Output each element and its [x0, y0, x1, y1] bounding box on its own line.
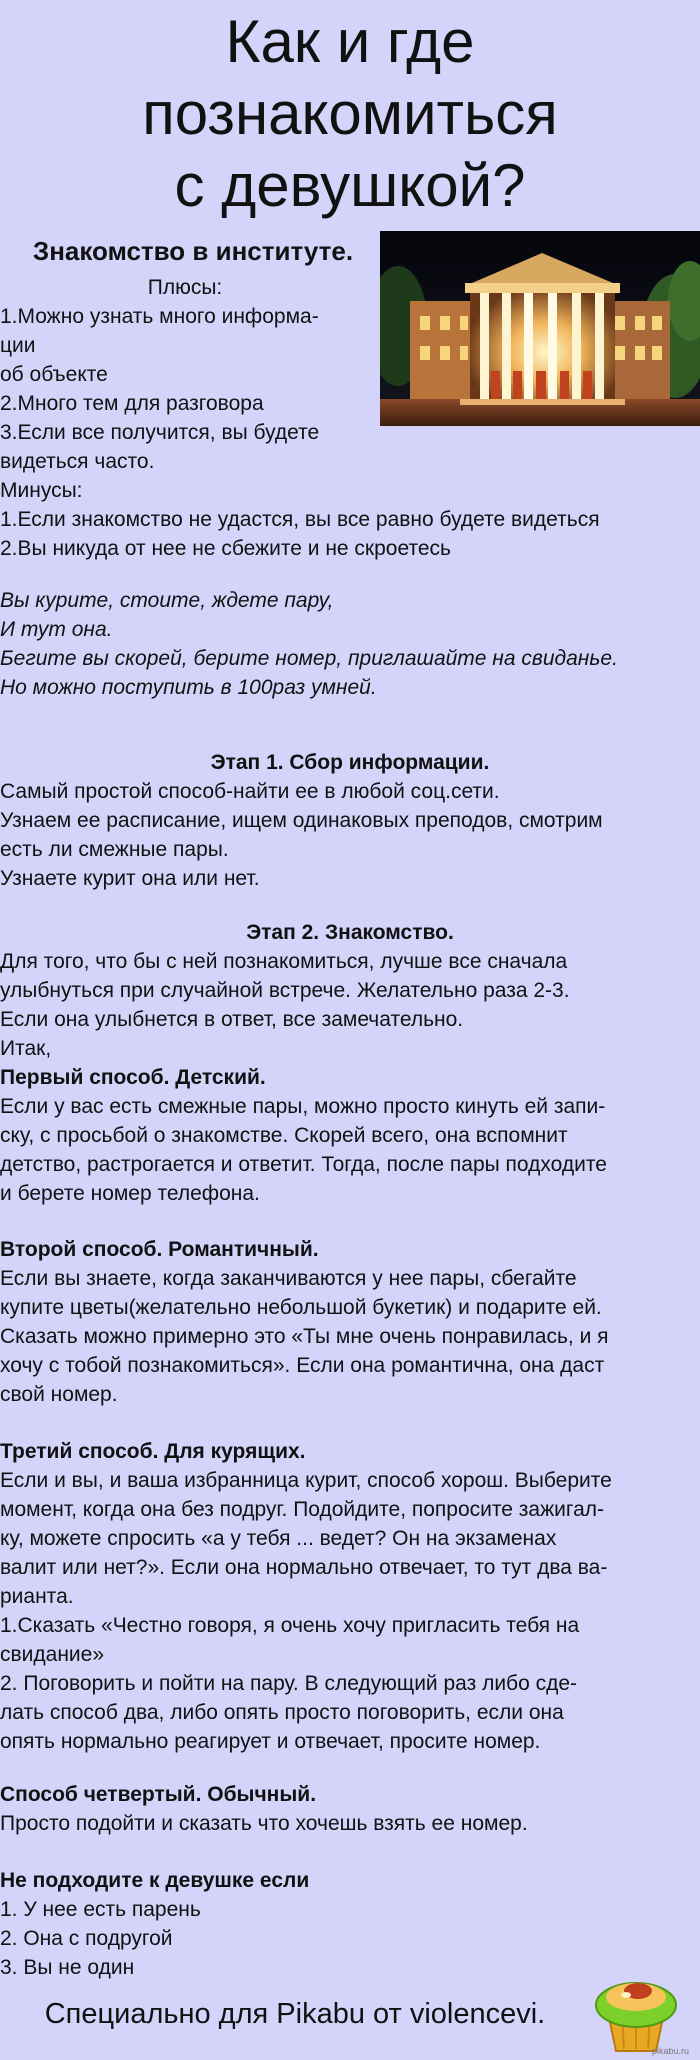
- cupcake-icon: [586, 1965, 686, 2055]
- method1-line: ску, с просьбой о знакомстве. Скорей всего, она вспомнит: [0, 1124, 568, 1147]
- pros-line: 2.Много тем для разговора: [0, 392, 264, 415]
- pros-line: 1.Можно узнать много информа-: [0, 305, 319, 328]
- footer-credit: Специально для Pikabu от violencevi.: [44, 1998, 546, 2030]
- pros-line: видеться часто.: [0, 450, 155, 473]
- method1-line: Если у вас есть смежные пары, можно просто кинуть ей запи-: [0, 1095, 606, 1118]
- method3-line: рианта.: [0, 1585, 74, 1608]
- stage1-heading: Этап 1. Сбор информации.: [210, 751, 490, 774]
- poem: [0, 586, 700, 702]
- method2-heading: Второй способ. Романтичный.: [0, 1238, 319, 1261]
- method4-heading: Способ четвертый. Обычный.: [0, 1783, 317, 1806]
- title-line: Как и где: [225, 8, 475, 75]
- method3-heading: Третий способ. Для курящих.: [0, 1440, 306, 1463]
- stage2-line: Итак,: [0, 1037, 52, 1060]
- method1-section: [0, 1063, 700, 1208]
- cons-label: Минусы:: [0, 479, 83, 502]
- method3-line: опять нормально реагирует и отвечает, просите номер.: [0, 1730, 541, 1753]
- pros-line: об объекте: [0, 363, 108, 386]
- method3-line: валит или нет?». Если она нормально отвечает, то тут два ва-: [0, 1556, 608, 1579]
- title-line: познакомиться: [142, 80, 558, 147]
- method3-line: 1.Сказать «Честно говоря, я очень хочу пригласить тебя на: [0, 1614, 580, 1637]
- poem-line: И тут она.: [0, 618, 113, 641]
- poem-line: Но можно поступить в 100раз умней.: [0, 676, 377, 699]
- stage1-section: [0, 748, 700, 893]
- dont-line: 2. Она с подругой: [0, 1927, 173, 1950]
- method4-line: Просто подойти и сказать что хочешь взять ее номер.: [0, 1812, 528, 1835]
- method2-line: купите цветы(желательно небольшой букетик) и подарите ей.: [0, 1296, 602, 1319]
- method1-line: и берете номер телефона.: [0, 1182, 260, 1205]
- method4-section: [0, 1780, 700, 1838]
- method3-line: Если и вы, и ваша избранница курит, способ хорош. Выберите: [0, 1469, 612, 1492]
- stage1-line: Самый простой способ-найти ее в любой соц.сети.: [0, 780, 500, 803]
- stage2-line: улыбнуться при случайной встрече. Желательно раза 2-3.: [0, 979, 570, 1002]
- cons-line: 1.Если знакомство не удастся, вы все равно будете видеться: [0, 508, 600, 531]
- stage2-section: [0, 918, 700, 1063]
- method2-section: [0, 1235, 700, 1409]
- pikabu-cupcake-logo: [586, 1965, 686, 2055]
- institute-cons: [0, 476, 700, 563]
- building-illustration: [380, 231, 700, 426]
- method2-line: свой номер.: [0, 1383, 118, 1406]
- stage2-heading: Этап 2. Знакомство.: [246, 921, 454, 944]
- method2-line: хочу с тобой познакомиться». Если она романтична, она даст: [0, 1354, 605, 1377]
- poem-line: Бегите вы скорей, берите номер, приглашайте на свиданье.: [0, 647, 618, 670]
- stage1-line: есть ли смежные пары.: [0, 838, 229, 861]
- method3-line: 2. Поговорить и пойти на пару. В следующий раз либо сде-: [0, 1672, 578, 1695]
- dont-heading: Не подходите к девушке если: [0, 1869, 310, 1892]
- institute-heading: Знакомство в институте.: [32, 236, 354, 266]
- institute-building-photo: [380, 231, 700, 426]
- stage2-line: Если она улыбнется в ответ, все замечательно.: [0, 1008, 464, 1031]
- title-line: с девушкой?: [174, 152, 526, 219]
- dont-line: 1. У нее есть парень: [0, 1898, 201, 1921]
- poem-line: Вы курите, стоите, ждете пару,: [0, 589, 334, 612]
- pros-line: ции: [0, 334, 36, 357]
- method2-line: Если вы знаете, когда заканчиваются у нее пары, сбегайте: [0, 1267, 577, 1290]
- institute-pros: [0, 273, 370, 476]
- method3-line: свидание»: [0, 1643, 105, 1666]
- method1-line: детство, растрогается и ответит. Тогда, после пары подходите: [0, 1153, 607, 1176]
- pros-label: Плюсы:: [147, 276, 223, 299]
- dont-line: 3. Вы не один: [0, 1956, 135, 1979]
- watermark: pikabu.ru: [652, 2046, 690, 2056]
- method1-heading: Первый способ. Детский.: [0, 1066, 266, 1089]
- method3-line: лать способ два, либо опять просто поговорить, если она: [0, 1701, 564, 1724]
- stage1-line: Узнаете курит она или нет.: [0, 867, 260, 890]
- method3-section: [0, 1437, 700, 1756]
- stage1-line: Узнаем ее расписание, ищем одинаковых преподов, смотрим: [0, 809, 603, 832]
- method3-line: момент, когда она без подруг. Подойдите, попросите зажигал-: [0, 1498, 604, 1521]
- pros-line: 3.Если все получится, вы будете: [0, 421, 320, 444]
- method2-line: Сказать можно примерно это «Ты мне очень понравилась, и я: [0, 1325, 609, 1348]
- cons-line: 2.Вы никуда от нее не сбежите и не скроетесь: [0, 537, 451, 560]
- stage2-line: Для того, что бы с ней познакомиться, лучше все сначала: [0, 950, 568, 973]
- page-title: [0, 6, 700, 222]
- method3-line: ку, можете спросить «а у тебя ... ведет? Он на экзаменах: [0, 1527, 557, 1550]
